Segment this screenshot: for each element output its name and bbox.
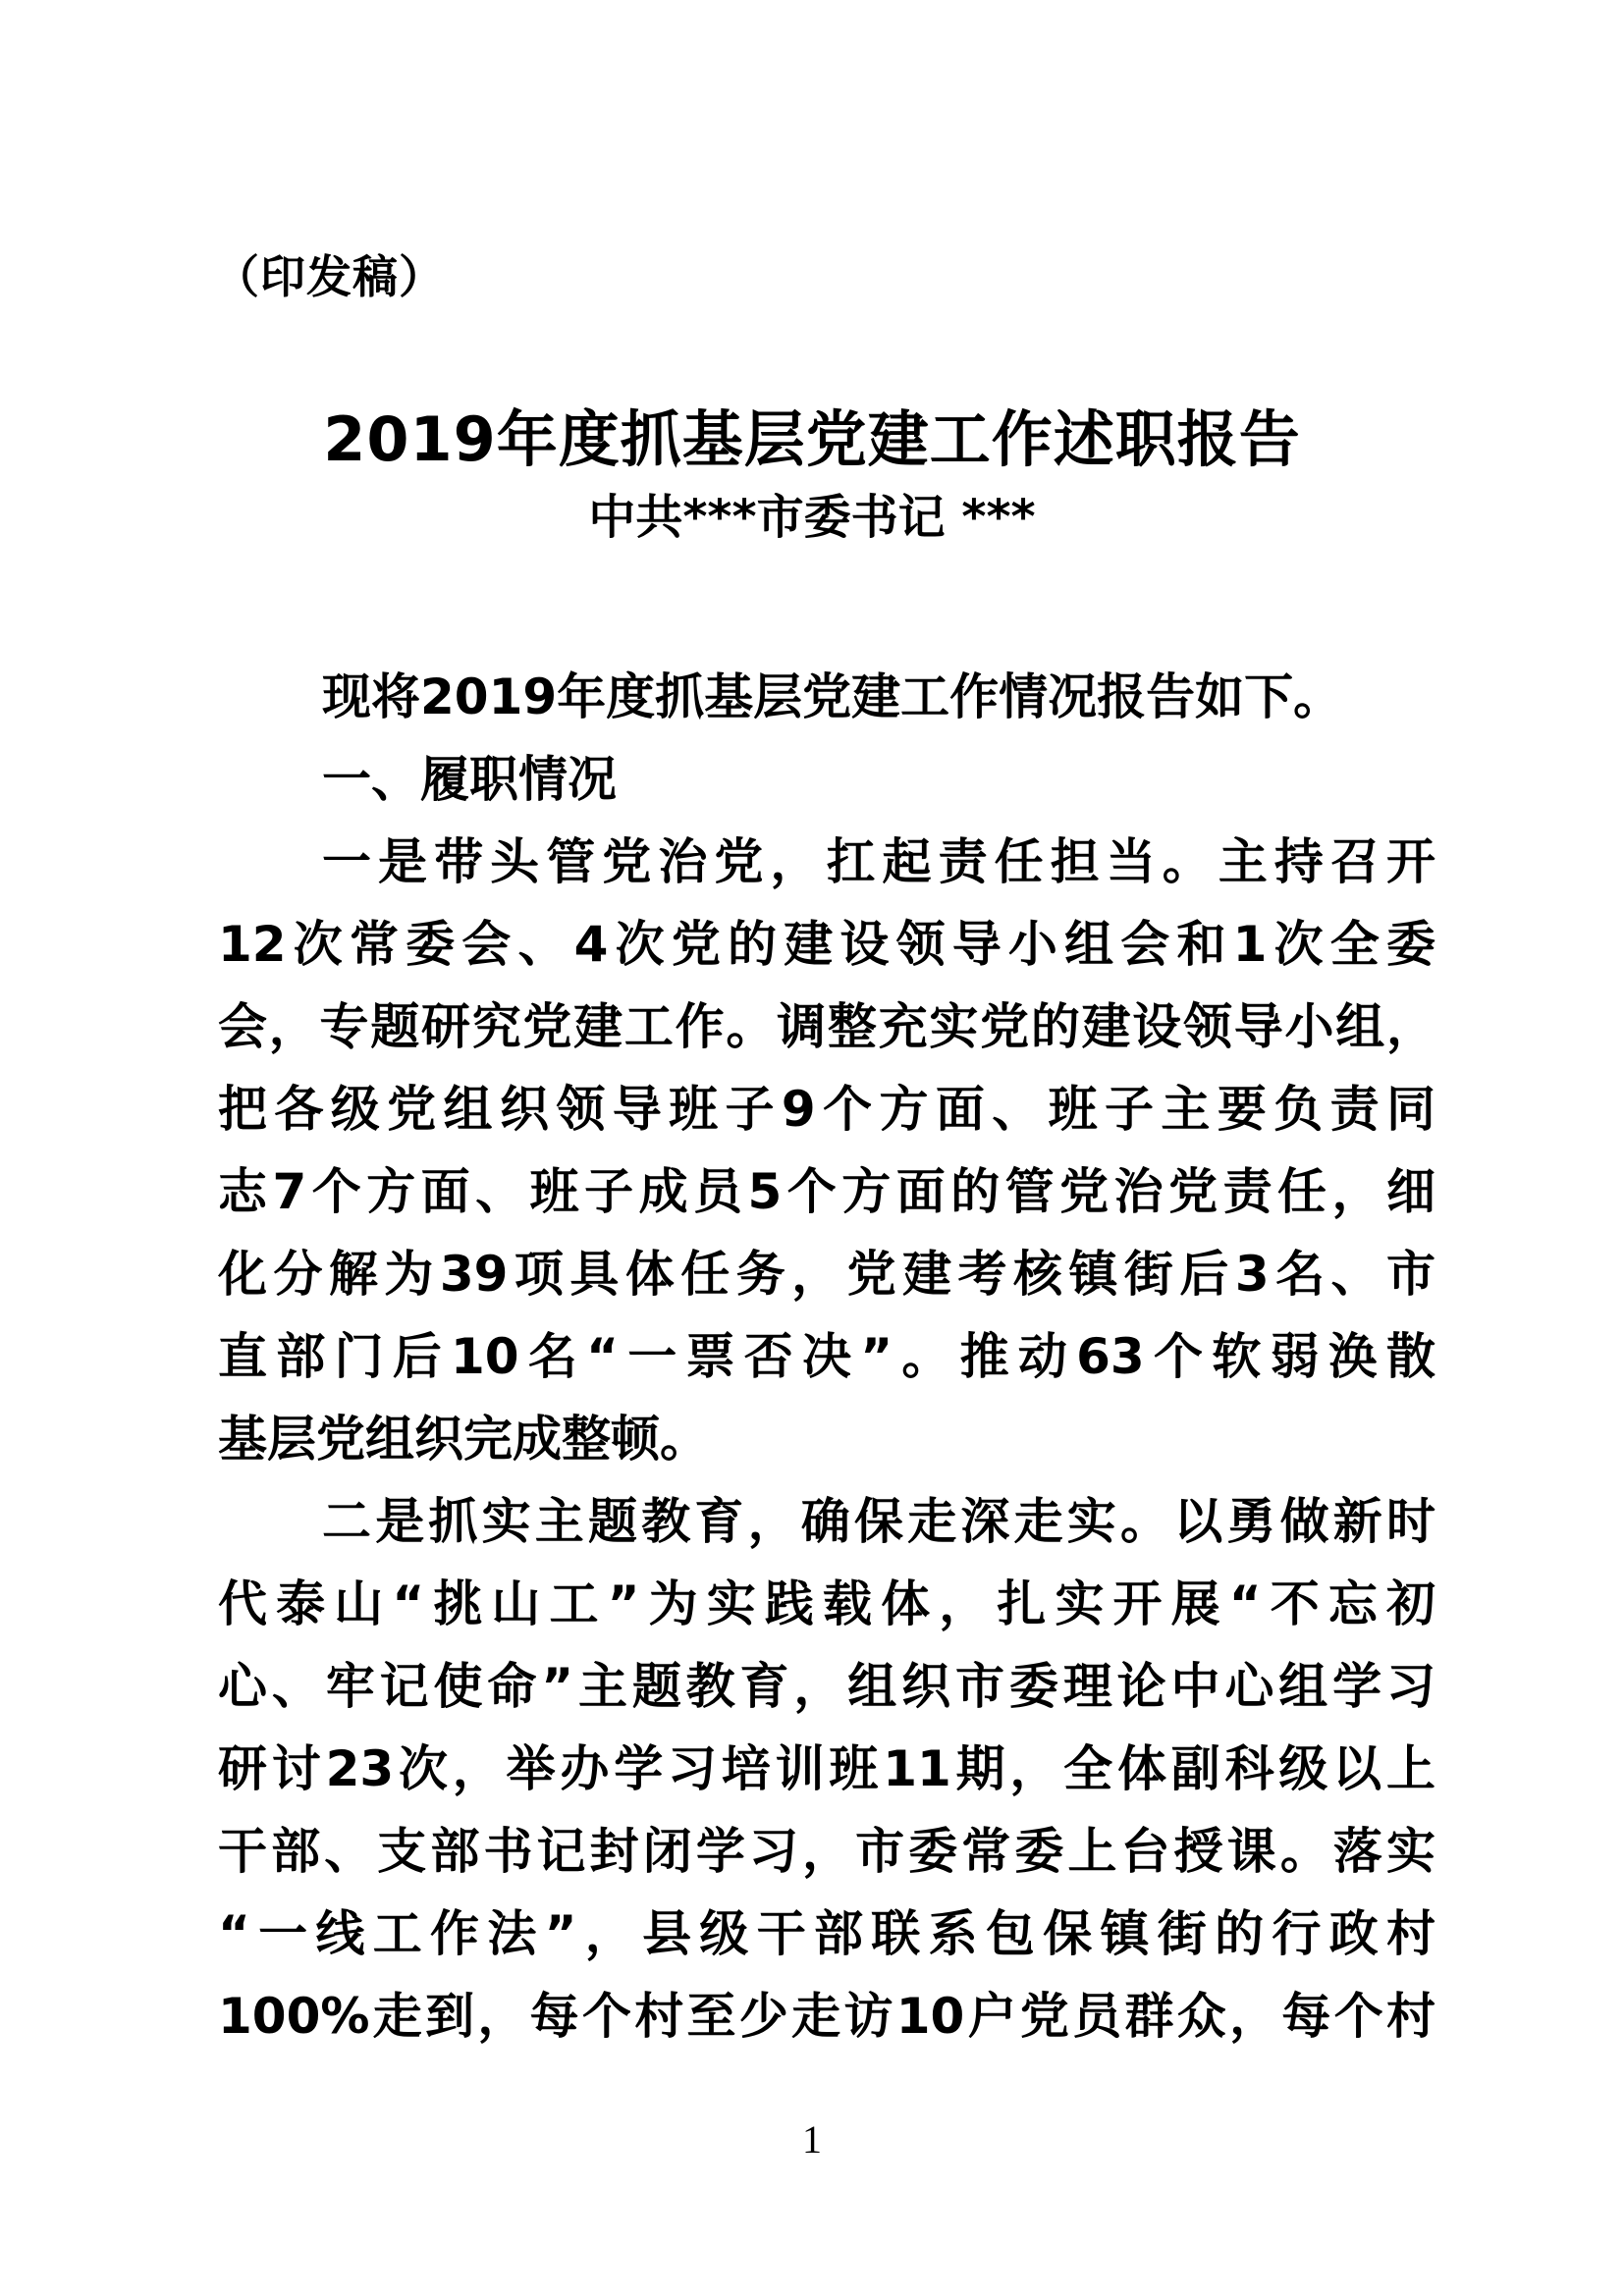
paragraph-line: “一线工作法”，县级干部联系包保镇街的行政村 bbox=[218, 1905, 1435, 1962]
paragraph-line: 直部门后10名“一票否决”。推动63个软弱涣散 bbox=[218, 1328, 1435, 1385]
paragraph-line: 一是带头管党治党，扛起责任担当。主持召开 bbox=[322, 833, 1435, 890]
paragraph-line: 研讨23次，举办学习培训班11期，全体副科级以上 bbox=[218, 1740, 1435, 1797]
paragraph-line: 二是抓实主题教育，确保走深走实。以勇做新时 bbox=[322, 1493, 1435, 1550]
page-number: 1 bbox=[802, 2117, 822, 2162]
section-heading: 一、履职情况 bbox=[322, 751, 617, 808]
paragraph-line: 把各级党组织领导班子9个方面、班子主要负责同 bbox=[218, 1081, 1435, 1138]
paragraph-line: 志7个方面、班子成员5个方面的管党治党责任，细 bbox=[218, 1163, 1435, 1220]
paragraph-line: 化分解为39项具体任务，党建考核镇街后3名、市 bbox=[218, 1246, 1435, 1303]
paragraph-line: 代泰山“挑山工”为实践载体，扎实开展“不忘初 bbox=[218, 1575, 1435, 1632]
intro-sentence: 现将2019年度抓基层党建工作情况报告如下。 bbox=[322, 668, 1343, 725]
paragraph-line: 干部、支部书记封闭学习，市委常委上台授课。落实 bbox=[218, 1823, 1435, 1880]
document-title: 2019年度抓基层党建工作述职报告 bbox=[323, 403, 1301, 475]
paragraph-line: 基层党组织完成整顿。 bbox=[218, 1411, 709, 1468]
paragraph-line: 会，专题研究党建工作。调整充实党的建设领导小组， bbox=[218, 998, 1435, 1055]
draft-label: （印发稿） bbox=[214, 250, 445, 303]
paragraph-line: 100%走到，每个村至少走访10户党员群众，每个村 bbox=[218, 1988, 1436, 2045]
paragraph-line: 12次常委会、4次党的建设领导小组会和1次全委 bbox=[218, 916, 1435, 973]
document-subtitle: 中共***市委书记 *** bbox=[588, 490, 1036, 545]
paragraph-line: 心、牢记使命”主题教育，组织市委理论中心组学习 bbox=[218, 1658, 1435, 1715]
